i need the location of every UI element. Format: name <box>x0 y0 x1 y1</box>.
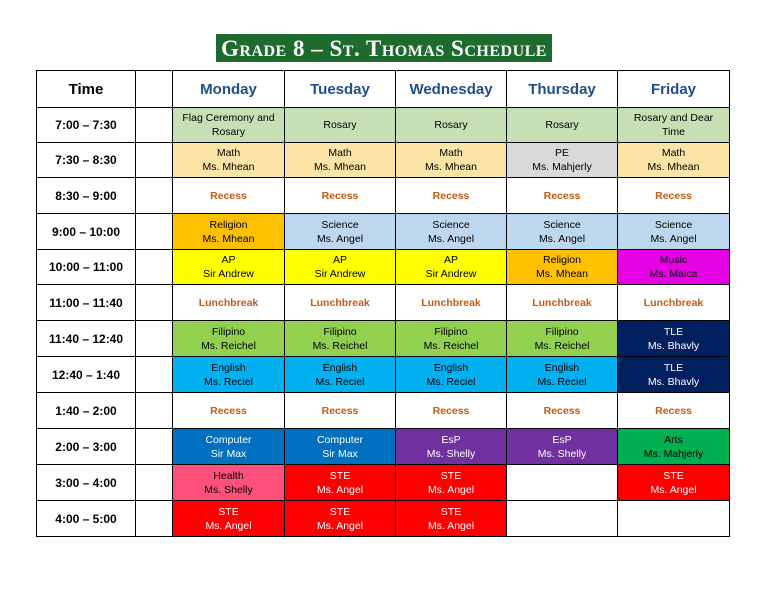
header-wednesday: Wednesday <box>396 71 507 108</box>
class-cell-wednesday <box>396 429 507 465</box>
subject-label: Religion <box>209 218 248 231</box>
teacher-label: Ms. Mhean <box>202 232 255 245</box>
class-cell-friday <box>618 250 730 285</box>
class-cell-tuesday <box>285 250 396 285</box>
class-cell-friday <box>618 501 730 537</box>
schedule-row <box>37 465 730 501</box>
schedule-row <box>37 501 730 537</box>
teacher-label: Ms. Angel <box>427 519 475 532</box>
teacher-label: Rosary <box>211 126 246 138</box>
teacher-label: Ms. Reichel <box>312 339 368 352</box>
teacher-label: Time <box>662 126 685 138</box>
class-cell-tuesday <box>285 321 396 357</box>
teacher-label: Ms. Reichel <box>201 339 256 352</box>
schedule-table <box>36 70 730 537</box>
class-cell-tuesday <box>285 178 396 214</box>
blank-cell <box>136 143 173 178</box>
subject-label: Health <box>213 469 244 482</box>
class-cell-thursday <box>507 357 618 393</box>
class-cell-thursday <box>507 285 618 321</box>
class-cell-monday <box>173 178 285 214</box>
break-label: Lunchbreak <box>421 296 481 309</box>
subject-label: PE <box>554 147 569 159</box>
class-cell-monday <box>173 501 285 537</box>
class-cell-friday <box>618 357 730 393</box>
subject-label: STE <box>663 469 684 482</box>
subject-label: Religion <box>543 254 581 266</box>
time-slot: 1:40 – 2:00 <box>37 393 136 429</box>
subject-label: Filipino <box>211 325 246 338</box>
teacher-label: Ms. Angel <box>538 232 586 245</box>
teacher-label: Sir Max <box>210 447 247 460</box>
teacher-label: Sir Andrew <box>314 268 366 280</box>
time-slot: 12:40 – 1:40 <box>37 357 136 393</box>
class-cell-wednesday <box>396 250 507 285</box>
class-cell-thursday <box>507 501 618 537</box>
subject-label: TLE <box>663 361 684 374</box>
schedule-row <box>37 393 730 429</box>
time-slot: 8:30 – 9:00 <box>37 178 136 214</box>
header-blank <box>136 71 173 108</box>
class-cell-friday <box>618 393 730 429</box>
subject-label: STE <box>329 469 351 482</box>
break-label: Lunchbreak <box>532 296 592 309</box>
subject-label: Math <box>661 147 686 159</box>
subject-label: Science <box>321 218 359 231</box>
break-label: Recess <box>543 404 581 417</box>
header-tuesday: Tuesday <box>285 71 396 108</box>
schedule-row <box>37 429 730 465</box>
blank-cell <box>136 321 173 357</box>
teacher-label: Ms. Angel <box>316 519 364 532</box>
class-cell-wednesday <box>396 465 507 501</box>
subject-label: Arts <box>664 433 683 446</box>
teacher-label: Ms. Mhean <box>314 161 366 173</box>
class-cell-wednesday <box>396 214 507 250</box>
class-cell-monday <box>173 357 285 393</box>
subject-label: Math <box>328 147 352 159</box>
teacher-label: Ms. Reciel <box>203 375 253 388</box>
class-cell-monday <box>173 465 285 501</box>
class-cell-friday <box>618 108 730 143</box>
class-cell-thursday <box>507 429 618 465</box>
class-cell-thursday <box>507 108 618 143</box>
time-slot: 11:40 – 12:40 <box>37 321 136 357</box>
teacher-label: Ms. Maica <box>649 268 698 280</box>
subject-label: Math <box>216 147 241 159</box>
class-cell-friday <box>618 214 730 250</box>
teacher-label: Sir Max <box>322 447 358 460</box>
class-cell-thursday <box>507 214 618 250</box>
time-slot: 11:00 – 11:40 <box>37 285 136 321</box>
class-cell-wednesday <box>396 393 507 429</box>
class-cell-wednesday <box>396 178 507 214</box>
schedule-row <box>37 285 730 321</box>
schedule-row <box>37 178 730 214</box>
header-friday: Friday <box>618 71 730 108</box>
schedule-body <box>37 108 730 537</box>
time-slot: 3:00 – 4:00 <box>37 465 136 501</box>
break-label: Lunchbreak <box>310 296 370 309</box>
class-cell-monday <box>173 429 285 465</box>
header-thursday: Thursday <box>507 71 618 108</box>
class-cell-tuesday <box>285 214 396 250</box>
subject-label: Science <box>654 218 693 231</box>
subject-label: Rosary <box>545 119 579 131</box>
subject-label: STE <box>329 505 351 518</box>
time-slot: 7:00 – 7:30 <box>37 108 136 143</box>
schedule-row <box>37 321 730 357</box>
blank-cell <box>136 178 173 214</box>
subject-label: Computer <box>205 433 252 446</box>
teacher-label: Ms. Angel <box>205 519 252 532</box>
subject-label: EsP <box>441 433 461 446</box>
break-label: Recess <box>321 404 359 417</box>
class-cell-friday <box>618 178 730 214</box>
teacher-label: Ms. Angel <box>316 232 364 245</box>
subject-label: English <box>433 361 469 374</box>
teacher-label: Ms. Mhean <box>536 268 588 280</box>
subject-label: English <box>544 361 580 374</box>
class-cell-friday <box>618 285 730 321</box>
time-slot: 4:00 – 5:00 <box>37 501 136 537</box>
subject-label: STE <box>440 469 462 482</box>
subject-label: AP <box>221 254 236 266</box>
subject-label: TLE <box>663 325 684 338</box>
teacher-label: Ms. Reichel <box>423 339 479 352</box>
subject-label: STE <box>440 505 462 518</box>
subject-label: Flag Ceremony and <box>182 112 275 124</box>
subject-label: Filipino <box>434 325 468 338</box>
schedule-row <box>37 357 730 393</box>
teacher-label: Ms. Reciel <box>426 375 476 388</box>
break-label: Lunchbreak <box>198 296 259 309</box>
teacher-label: Ms. Reichel <box>534 339 590 352</box>
teacher-label: Ms. Mahjerly <box>643 447 704 460</box>
class-cell-wednesday <box>396 285 507 321</box>
class-cell-tuesday <box>285 357 396 393</box>
blank-cell <box>136 357 173 393</box>
break-label: Recess <box>321 189 359 202</box>
class-cell-thursday <box>507 465 618 501</box>
class-cell-monday <box>173 285 285 321</box>
class-cell-tuesday <box>285 108 396 143</box>
class-cell-thursday <box>507 178 618 214</box>
subject-label: Math <box>439 147 463 159</box>
blank-cell <box>136 501 173 537</box>
class-cell-friday <box>618 429 730 465</box>
schedule-row <box>37 143 730 178</box>
subject-label: English <box>322 361 358 374</box>
subject-label: Science <box>543 218 581 231</box>
blank-cell <box>136 285 173 321</box>
schedule-row <box>37 108 730 143</box>
teacher-label: Ms. Angel <box>427 232 475 245</box>
class-cell-friday <box>618 321 730 357</box>
class-cell-wednesday <box>396 321 507 357</box>
subject-label: English <box>211 361 246 374</box>
schedule-row <box>37 250 730 285</box>
subject-label: Music <box>659 254 688 266</box>
header-time: Time <box>37 71 136 108</box>
teacher-label: Ms. Angel <box>316 483 364 496</box>
teacher-label: Sir Andrew <box>425 268 477 280</box>
class-cell-tuesday <box>285 429 396 465</box>
teacher-label: Sir Andrew <box>203 268 254 280</box>
class-cell-thursday <box>507 250 618 285</box>
subject-label: Filipino <box>323 325 357 338</box>
class-cell-monday <box>173 214 285 250</box>
subject-label: Science <box>432 218 470 231</box>
break-label: Recess <box>432 404 470 417</box>
class-cell-monday <box>173 143 285 178</box>
teacher-label: Ms. Angel <box>650 232 697 245</box>
teacher-label: Ms. Reciel <box>315 375 365 388</box>
teacher-label: Ms. Mhean <box>647 161 700 173</box>
class-cell-tuesday <box>285 285 396 321</box>
subject-label: STE <box>218 505 239 518</box>
subject-label: Computer <box>316 433 364 446</box>
teacher-label: Ms. Mhean <box>425 161 477 173</box>
teacher-label: Ms. Mahjerly <box>532 161 592 173</box>
title-wrapper <box>0 34 768 62</box>
blank-cell <box>136 393 173 429</box>
break-label: Lunchbreak <box>643 296 704 309</box>
time-slot: 9:00 – 10:00 <box>37 214 136 250</box>
break-label: Recess <box>655 404 692 417</box>
schedule-title: Grade 8 – St. Thomas Schedule <box>216 34 552 62</box>
teacher-label: Ms. Reciel <box>537 375 587 388</box>
break-label: Recess <box>432 189 470 202</box>
break-label: Recess <box>210 189 247 202</box>
schedule-row <box>37 214 730 250</box>
teacher-label: Ms. Bhavly <box>647 375 700 388</box>
class-cell-thursday <box>507 143 618 178</box>
class-cell-monday <box>173 321 285 357</box>
time-slot: 2:00 – 3:00 <box>37 429 136 465</box>
break-label: Recess <box>655 189 692 202</box>
class-cell-tuesday <box>285 465 396 501</box>
break-label: Recess <box>543 189 581 202</box>
class-cell-tuesday <box>285 143 396 178</box>
teacher-label: Ms. Shelly <box>537 447 587 460</box>
header-row <box>37 71 730 108</box>
teacher-label: Ms. Shelly <box>204 483 253 496</box>
class-cell-wednesday <box>396 357 507 393</box>
subject-label: AP <box>443 254 458 266</box>
time-slot: 10:00 – 11:00 <box>37 250 136 285</box>
blank-cell <box>136 250 173 285</box>
subject-label: Filipino <box>545 325 579 338</box>
class-cell-wednesday <box>396 108 507 143</box>
teacher-label: Ms. Angel <box>427 483 475 496</box>
subject-label: Rosary and Dear <box>633 112 714 124</box>
subject-label: Rosary <box>434 119 468 131</box>
blank-cell <box>136 108 173 143</box>
subject-label: Rosary <box>323 119 357 131</box>
class-cell-wednesday <box>396 143 507 178</box>
class-cell-wednesday <box>396 501 507 537</box>
class-cell-tuesday <box>285 501 396 537</box>
class-cell-tuesday <box>285 393 396 429</box>
class-cell-friday <box>618 465 730 501</box>
class-cell-monday <box>173 250 285 285</box>
teacher-label: Ms. Angel <box>650 483 697 496</box>
class-cell-thursday <box>507 321 618 357</box>
time-slot: 7:30 – 8:30 <box>37 143 136 178</box>
header-monday: Monday <box>173 71 285 108</box>
break-label: Recess <box>210 404 247 417</box>
blank-cell <box>136 214 173 250</box>
teacher-label: Ms. Bhavly <box>647 339 700 352</box>
teacher-label: Ms. Mhean <box>202 161 255 173</box>
subject-label: AP <box>332 254 347 266</box>
subject-label: EsP <box>552 433 572 446</box>
teacher-label: Ms. Shelly <box>426 447 476 460</box>
blank-cell <box>136 429 173 465</box>
class-cell-monday <box>173 108 285 143</box>
class-cell-monday <box>173 393 285 429</box>
blank-cell <box>136 465 173 501</box>
class-cell-thursday <box>507 393 618 429</box>
class-cell-friday <box>618 143 730 178</box>
